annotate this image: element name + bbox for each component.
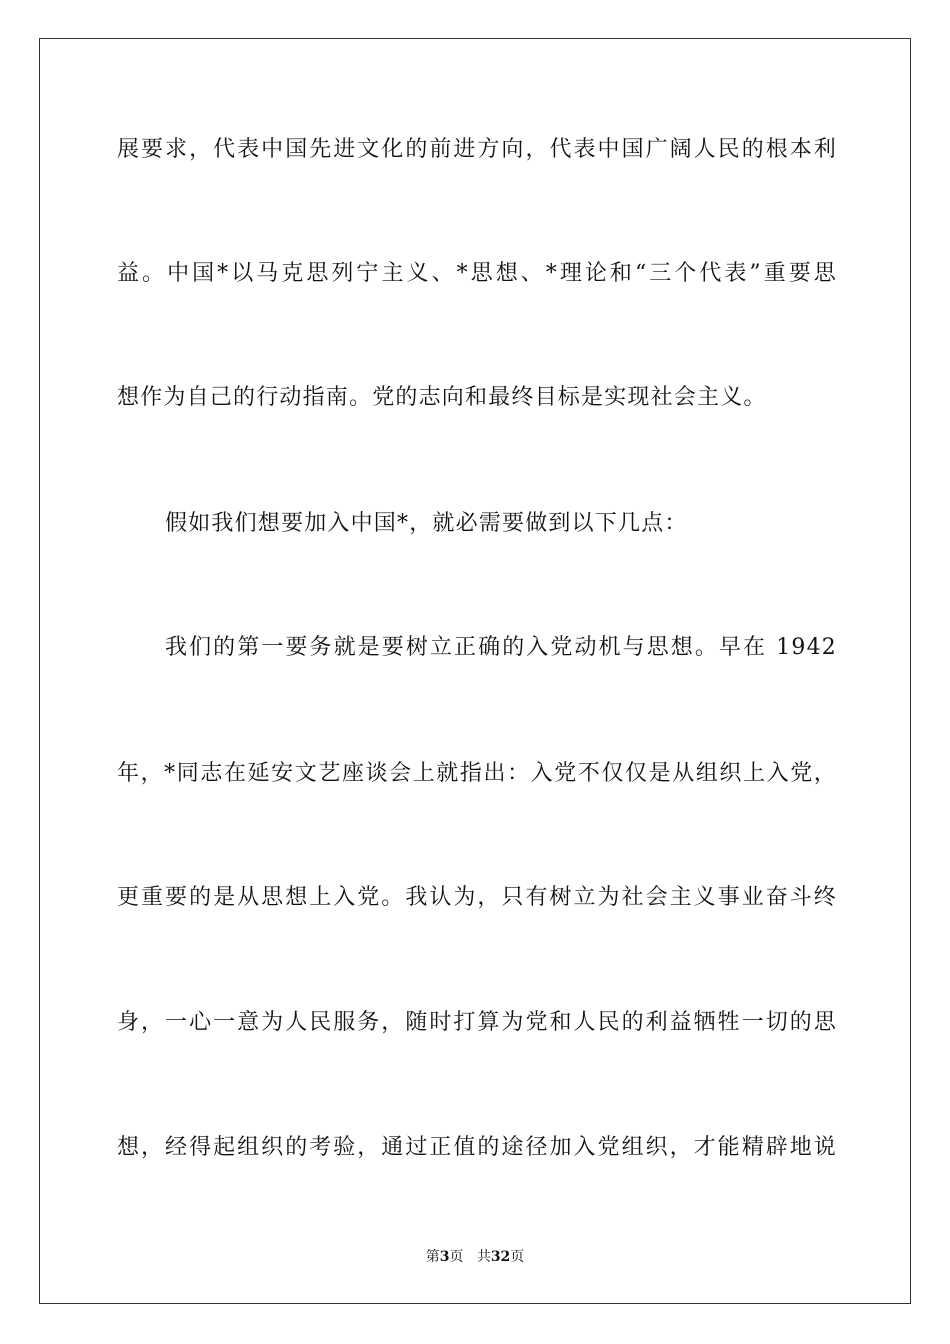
body-text-line: 展要求，代表中国先进文化的前进方向，代表中国广阔人民的根本利 <box>117 137 837 162</box>
total-pages: 32 <box>490 1249 511 1265</box>
body-text-line: 益。中国*以马克思列宁主义、*思想、*理论和“三个代表”重要思 <box>117 261 837 286</box>
page-suffix: 页 <box>449 1249 464 1265</box>
total-suffix: 页 <box>510 1249 525 1265</box>
body-text-line: 我们的第一要务就是要树立正确的入党动机与思想。早在 1942 <box>165 635 837 660</box>
body-text-line: 身，一心一意为人民服务，随时打算为党和人民的利益牺牲一切的思 <box>117 1010 837 1035</box>
body-text-line: 年，*同志在延安文艺座谈会上就指出：入党不仅仅是从组织上入党， <box>117 761 837 786</box>
body-text-line: 想，经得起组织的考验，通过正值的途径加入党组织，才能精辟地说 <box>117 1135 837 1160</box>
page-prefix: 第 <box>425 1249 440 1265</box>
body-text-line: 想作为自己的行动指南。党的志向和最终目标是实现社会主义。 <box>117 385 767 410</box>
page-footer <box>0 1248 950 1266</box>
page-border <box>39 38 911 1304</box>
body-text-line: 假如我们想要加入中国*，就必需要做到以下几点： <box>165 511 688 536</box>
total-prefix: 共 <box>476 1249 491 1265</box>
page-number: 3 <box>439 1249 450 1265</box>
body-text-line: 更重要的是从思想上入党。我认为，只有树立为社会主义事业奋斗终 <box>117 885 837 910</box>
